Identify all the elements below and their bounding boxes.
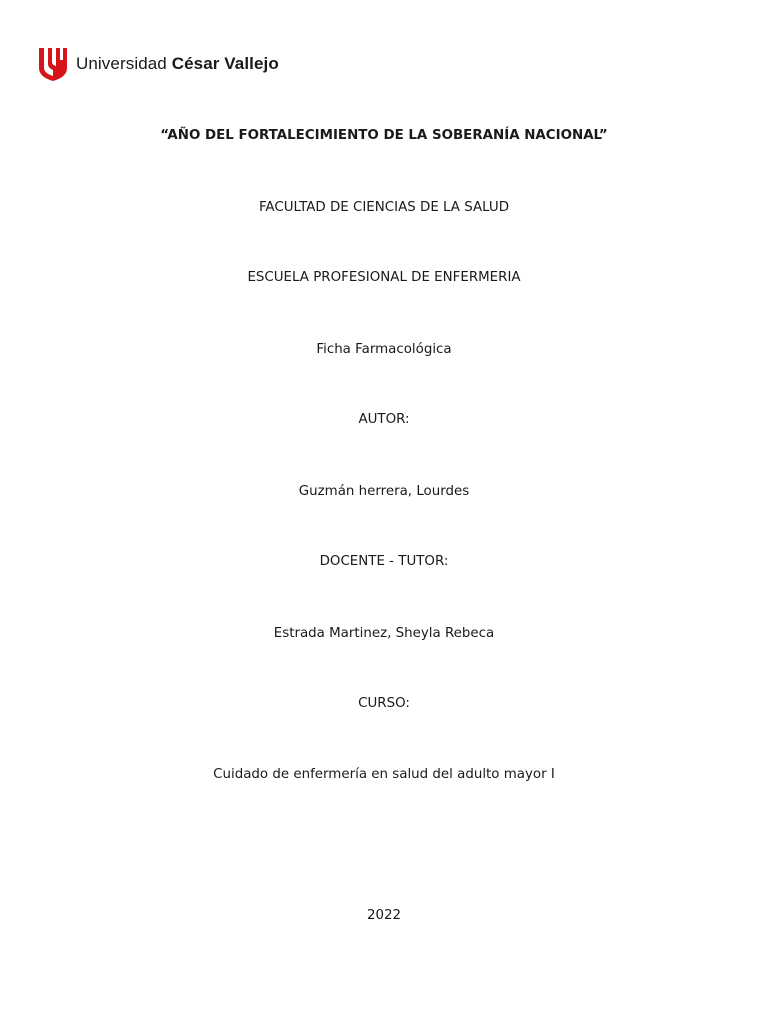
school-name: ESCUELA PROFESIONAL DE ENFERMERIA: [247, 270, 521, 285]
year-motto-title: “AÑO DEL FORTALECIMIENTO DE LA SOBERANÍA NACIONAL”: [160, 128, 608, 143]
university-logo: [38, 46, 279, 82]
author-name: Guzmán herrera, Lourdes: [298, 484, 470, 499]
university-name-regular: Universidad: [76, 54, 167, 73]
faculty-name: FACULTAD DE CIENCIAS DE LA SALUD: [258, 200, 510, 215]
author-label: AUTOR:: [358, 412, 410, 427]
document-year: 2022: [366, 908, 402, 923]
course-name: Cuidado de enfermería en salud del adulto mayor I: [213, 767, 555, 782]
tutor-label: DOCENTE - TUTOR:: [319, 554, 449, 569]
course-label: CURSO:: [358, 696, 410, 711]
work-title: Ficha Farmacológica: [316, 342, 452, 357]
tutor-name: Estrada Martinez, Sheyla Rebeca: [273, 626, 495, 641]
university-name-bold: César Vallejo: [171, 54, 279, 73]
university-shield-icon: [38, 46, 68, 82]
university-name: [76, 54, 279, 74]
